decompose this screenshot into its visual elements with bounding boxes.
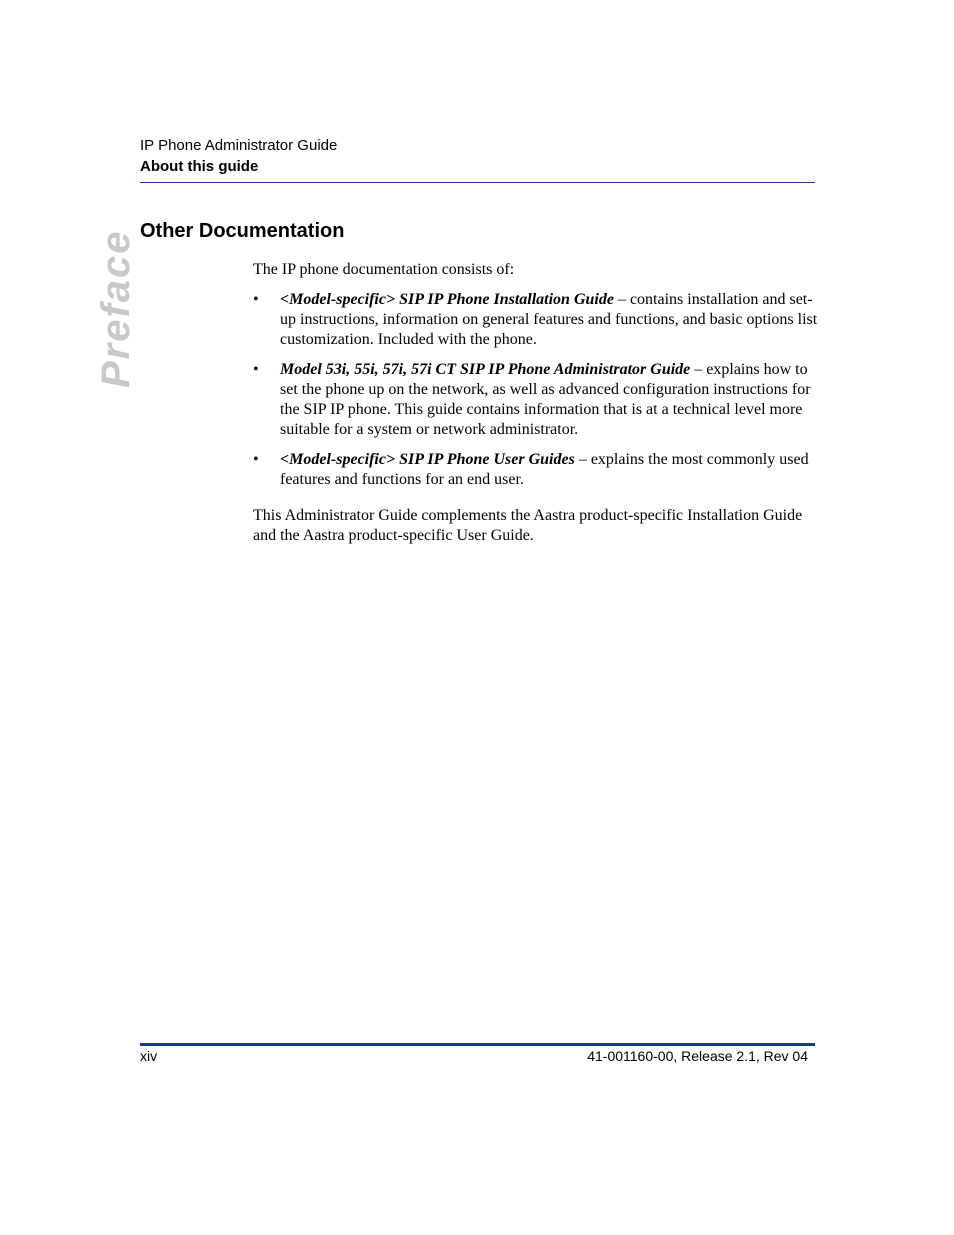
doc-description: – explains the most commonly used features and functions for an end user. [280,451,809,488]
doc-name: <Model-specific> SIP IP Phone User Guides [280,451,575,468]
section-body [253,260,818,546]
running-header [140,135,337,177]
bullet-icon: • [253,361,259,378]
header-doc-title: IP Phone Administrator Guide [140,137,338,154]
doc-name: <Model-specific> SIP IP Phone Installation Guide [280,291,614,308]
footer-rule [140,1043,815,1046]
bullet-icon: • [253,291,259,308]
list-item [253,360,818,440]
page-number: xiv [140,1048,158,1064]
bullet-icon: • [253,451,259,468]
intro-paragraph: The IP phone documentation consists of: [253,261,515,278]
list-item [253,290,818,350]
header-rule [140,182,815,183]
side-chapter-label: Preface [94,229,138,388]
closing-paragraph: This Administrator Guide complements the Aastra product-specific Installation Guide and the Aastra product-specific User Guide. [253,507,803,544]
doc-description: – explains how to set the phone up on the network, as well as advanced configuration instructions for the SIP IP phone. This guide contains information that is at a technical level more suitable for a system or network administrator. [280,361,811,438]
document-number: 41-001160-00, Release 2.1, Rev 04 [587,1048,808,1064]
documentation-list [253,290,818,490]
header-section-title: About this guide [140,158,259,175]
list-item [253,450,818,490]
doc-description: – contains installation and set-up instructions, information on general features and functions, and basic options list customization. Included with the phone. [280,291,818,348]
doc-name: Model 53i, 55i, 57i, 57i CT SIP IP Phone Administrator Guide [280,361,691,378]
section-heading: Other Documentation [140,220,345,242]
